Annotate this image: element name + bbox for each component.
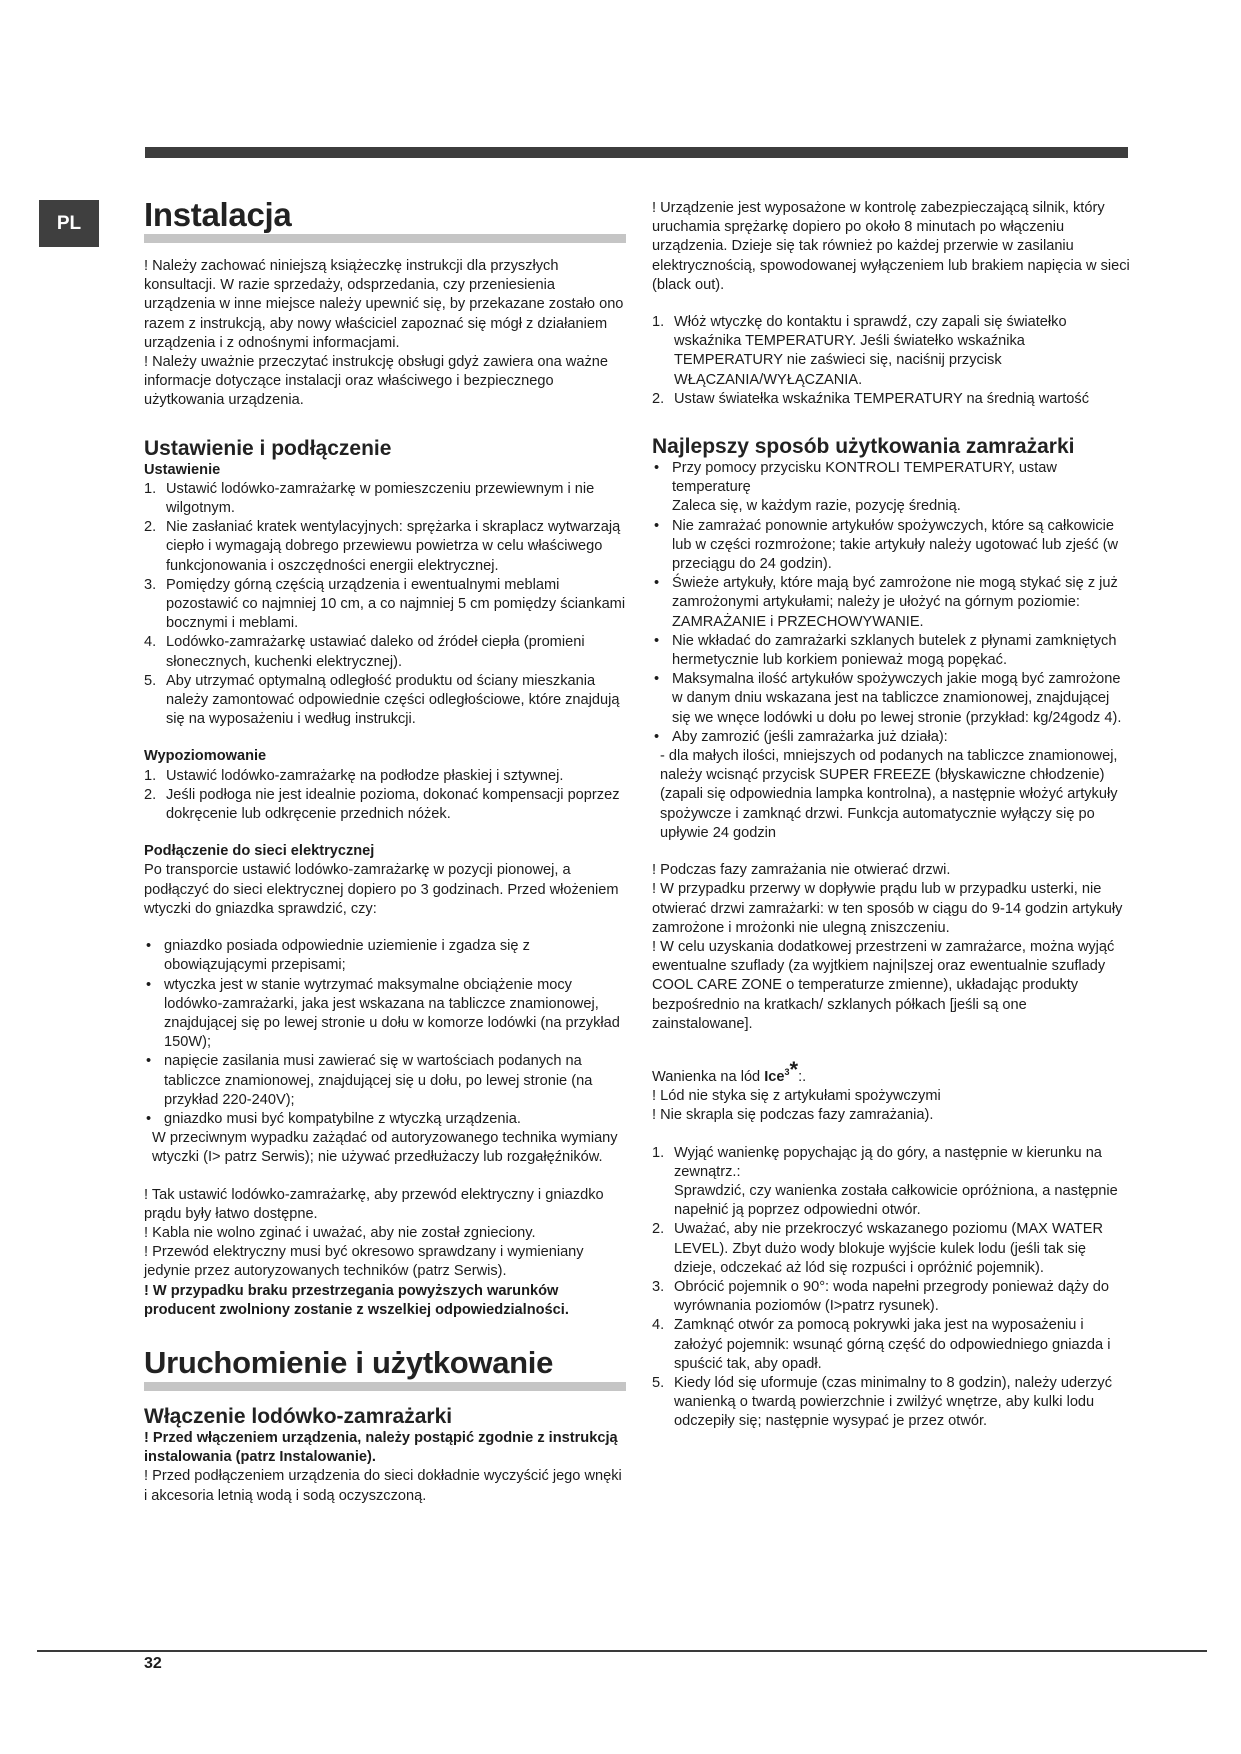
list-item: 3. Obrócić pojemnik o 90°: woda napełni przegrody ponieważ dąży do wyrównania poziomów (I>patrz rysunek). bbox=[652, 1278, 1109, 1315]
placement-list bbox=[144, 480, 626, 730]
list-item: • gniazdko posiada odpowiednie uziemienie i zgadza się z obowiązującymi przepisami; bbox=[146, 938, 530, 974]
list-item: 4. Lodówko-zamrażarkę ustawiać daleko od źródeł ciepła (promieni słonecznych, kuchenki elektrycznej). bbox=[144, 634, 585, 670]
ice-brand: Ice$^3$ bbox=[764, 1067, 790, 1085]
list-item: 2. Nie zasłaniać kratek wentylacyjnych: sprężarka i skraplacz wytwarzają ciepło i wymagają dobrego przewiewu powietrza w celu właściwego funkcjonowania i oszczędności energii elektrycznej. bbox=[144, 519, 621, 574]
warning-bold: ! W przypadku braku przestrzegania powyższych warunków producent zwolniony zostanie z wszelkiej odpowiedzialności. bbox=[144, 1282, 569, 1318]
freezer-heading: Najlepszy sposób użytkowania zamrażarki bbox=[652, 435, 1075, 459]
ice-note-2: ! Nie skrapla się podczas fazy zamrażania). bbox=[652, 1107, 934, 1124]
right-column bbox=[652, 199, 1130, 1432]
switch-on-text: ! Przed podłączeniem urządzenia do sieci dokładnie wyczyścić jego wnęki i akcesoria letnią wodą i sodą oczyszczoną. bbox=[144, 1468, 622, 1504]
section-title-installation: Instalacja bbox=[144, 196, 626, 243]
power-checklist bbox=[144, 937, 626, 1129]
freezer-dash-item: - dla małych ilości, mniejszych od podanych na tabliczce znamionowej, należy wcisnąć przycisk SUPER FREEZE (błyskawiczne chłodzenie) (zapali się odpowiednia lampka kontrolna), a następnie włożyć artykuły spożywcze i zamknąć drzwi. Funkcja automatycznie wyłączy się po upływie 24 godzin bbox=[660, 748, 1118, 841]
freezer-recommend: Zaleca się, w każdym razie, pozycję średnią. bbox=[672, 498, 961, 515]
freezer-note-2: ! W przypadku przerwy w dopływie prądu lub w przypadku usterki, nie otwierać drzwi zamrażarki: w ten sposób w ciągu do 9-14 godzin artykuły zamrożone i mrożonki nie ulegną zniszczeniu. bbox=[652, 881, 1123, 936]
list-item: • Aby zamrozić (jeśli zamrażarka już działa): bbox=[654, 728, 948, 745]
warning-3: ! Przewód elektryczny musi być okresowo sprawdzany i wymieniany jedynie przez autoryzowanych techników (patrz Serwis). bbox=[144, 1244, 584, 1280]
language-tab: PL bbox=[39, 200, 99, 247]
list-item: • Świeże artykuły, które mają być zamrożone nie mogą stykać się z już zamrożonymi artykułami; należy je ułożyć na górnym poziomie: ZAMRAŻANIE i PRZECHOWYWANIE. bbox=[654, 575, 1118, 630]
ice-note-1: ! Lód nie styka się z artykułami spożywczymi bbox=[652, 1088, 941, 1105]
leveling-heading: Wypoziomowanie bbox=[144, 748, 267, 765]
footer-rule bbox=[37, 1650, 1207, 1652]
top-bar bbox=[145, 147, 1128, 158]
list-item: • Nie zamrażać ponownie artykułów spożywczych, które są całkowicie lub w części rozmrożone; takie artykuły należy ugotować lub zjeść (w przeciągu do 24 godzin). bbox=[654, 517, 1119, 573]
warning-2: ! Kabla nie wolno zginać i uważać, aby nie został zgnieciony. bbox=[144, 1224, 536, 1241]
freezer-note-3: ! W celu uzyskania dodatkowej przestrzeni w zamrażarce, można wyjąć ewentualne szuflady (za wyjtkiem najni|szej oraz ewentualnie szuflady COOL CARE ZONE o temperaturze zmienne), układając produkty bezpośrednio na kratkach/ szklanych półkach [jeśli są one zainstalowane]. bbox=[652, 938, 1115, 1032]
list-item: 1. Wyjąć wanienkę popychając ją do góry, a następnie w kierunku na zewnątrz.: Sprawdzić, czy wanienka została całkowicie opróżniona, a następnie napełnić ją poprzez odpowiedni otwór. bbox=[652, 1144, 1118, 1219]
switch-on-bold: ! Przed włączeniem urządzenia, należy postąpić zgodnie z instrukcją instalowania (patrz Instalowanie). bbox=[144, 1429, 618, 1466]
intro-paragraph-1: ! Należy zachować niniejszą książeczkę instrukcji dla przyszłych konsultacji. W razie sprzedaży, odsprzedania, czy przeniesienia urządzenia w inne miejsce należy upewnić się, by przekazane zostało ono razem z instrukcją, aby nowy właściciel zapoznać się mógł z działaniem urządzenia i z odnośnymi informacjami. bbox=[144, 258, 624, 351]
protection-note: ! Urządzenie jest wyposażone w kontrolę zabezpieczającą silnik, który uruchamia sprężarkę dopiero po około 8 minutach po włączeniu urządzenia. Dzieje się tak również po każdej przerwie w zasilaniu elektrycznością, spowodowanej wyłączeniem lub brakiem napięcia w sieci (black out). bbox=[652, 200, 1130, 293]
list-item: 5. Kiedy lód się uformuje (czas minimalny to 8 godzin), należy uderzyć wanienką o twardą powierzchnie i zwilżyć wnętrze, aby kulki lodu odczepiły się; następnie wysypać je przez otwór. bbox=[652, 1374, 1113, 1430]
power-otherwise: W przeciwnym wypadku zażądać od autoryzowanego technika wymiany wtyczki (I> patrz Serwis); nie używać przedłużaczy lub rozgałęźników. bbox=[152, 1130, 618, 1166]
ice-list bbox=[652, 1144, 1130, 1432]
list-item: 1. Ustawić lodówko-zamrażarkę na podłodze płaskiej i sztywnej. bbox=[144, 767, 564, 784]
list-item: 2. Ustaw światełka wskaźnika TEMPERATURY na średnią wartość bbox=[652, 390, 1089, 407]
list-item: • napięcie zasilania musi zawierać się w wartościach podanych na tabliczce znamionowej, znajdującej się u dołu, po lewej stronie (na przykład 220-240V); bbox=[146, 1053, 593, 1108]
leveling-list bbox=[144, 767, 626, 825]
page-number: 32 bbox=[144, 1655, 162, 1672]
list-item: • wtyczka jest w stanie wytrzymać maksymalne obciążenie mocy lodówko-zamrażarki, jaka jest wskazana na tabliczce znamionowej, znajdującej się po lewej stronie u dołu w komorze lodówki (na przykład 150W); bbox=[146, 976, 620, 1051]
switch-on-heading: Włączenie lodówko-zamrażarki bbox=[144, 1404, 453, 1428]
warning-1: ! Tak ustawić lodówko-zamrażarkę, aby przewód elektryczny i gniazdko prądu były łatwo dostępne. bbox=[144, 1186, 604, 1222]
star-icon: * bbox=[789, 1056, 799, 1082]
list-item: • Przy pomocy przycisku KONTROLI TEMPERATURY, ustaw temperaturę Zaleca się, w każdym razie, pozycję średnią. bbox=[654, 460, 1057, 515]
list-item: • gniazdko musi być kompatybilne z wtyczką urządzenia. bbox=[146, 1110, 521, 1127]
list-item: 5. Aby utrzymać optymalną odległość produktu od ściany mieszkania należy zamontować odpowiednie części odległościowe, które znajdują się na wyposażeniu i według instrukcji. bbox=[144, 672, 620, 728]
list-item: 3. Pomiędzy górną częścią urządzenia i ewentualnymi meblami pozostawić co najmniej 10 cm, a co najmniej 5 cm pomiędzy ściankami bocznymi i meblami. bbox=[144, 576, 626, 632]
ice-tray-heading: Wanienka na lód Ice$^3$*:. bbox=[652, 1056, 807, 1085]
list-item: 1. Włóż wtyczkę do kontaktu i sprawdź, czy zapali się światełko wskaźnika TEMPERATURY. Jeśli światełko wskaźnika TEMPERATURY nie zaświeci się, naciśnij przycisk WŁĄCZANIA/WYŁĄCZANIA. bbox=[652, 314, 1067, 388]
placement-heading: Ustawienie bbox=[144, 461, 221, 478]
section-title-operation: Uruchomienie i użytkowanie bbox=[144, 1344, 626, 1391]
power-heading: Podłączenie do sieci elektrycznej bbox=[144, 843, 375, 860]
setup-heading: Ustawienie i podłączenie bbox=[144, 436, 392, 460]
ice-item1-extra: Sprawdzić, czy wanienka została całkowicie opróżniona, a następnie napełnić ją poprzez odpowiedni otwór. bbox=[674, 1182, 1118, 1219]
power-intro: Po transporcie ustawić lodówko-zamrażarkę w pozycji pionowej, a podłączyć do sieci elektrycznej dopiero po 3 godzinach. Przed włożeniem wtyczki do gniazdka sprawdzić, czy: bbox=[144, 862, 619, 917]
list-item: 2. Jeśli podłoga nie jest idealnie pozioma, dokonać kompensacji poprzez dokręcenie lub odkręcenie przednich nóżek. bbox=[144, 786, 620, 823]
list-item: • Nie wkładać do zamrażarki szklanych butelek z płynami zamkniętych hermetycznie lub korkiem ponieważ mogą popękać. bbox=[654, 632, 1117, 669]
list-item: 2. Uważać, aby nie przekroczyć wskazanego poziomu (MAX WATER LEVEL). Zbyt dużo wody blokuje wyjście kulek lodu (jeśli tak się dzieje, odczekać aż lód się rozpuści i opróżnić pojemnik). bbox=[652, 1221, 1104, 1276]
list-item: • Maksymalna ilość artykułów spożywczych jakie mogą być zamrożone w danym dniu wskazana jest na tabliczce znamionowej, znajdującej się we wnęce lodówki u dołu po lewej stronie (przykład: kg/24godz 4). bbox=[654, 671, 1122, 726]
freezer-note-1: ! Podczas fazy zamrażania nie otwierać drzwi. bbox=[652, 862, 951, 879]
list-item: 1. Ustawić lodówko-zamrażarkę w pomieszczeniu przewiewnym i nie wilgotnym. bbox=[144, 480, 595, 517]
list-item: 4. Zamknąć otwór za pomocą pokrywki jaka jest na wyposażeniu i założyć pojemnik: wsunąć górną część do odpowiedniego gniazda i spuścić tak, aby opadł. bbox=[652, 1317, 1111, 1372]
left-column bbox=[144, 196, 626, 1506]
intro-paragraph-2: ! Należy uważnie przeczytać instrukcję obsługi gdyż zawiera ona ważne informacje dotyczące instalacji oraz właściwego i bezpiecznego użytkowania urządzenia. bbox=[144, 354, 608, 409]
start-list bbox=[652, 313, 1130, 409]
freezer-bullets bbox=[652, 459, 1130, 747]
